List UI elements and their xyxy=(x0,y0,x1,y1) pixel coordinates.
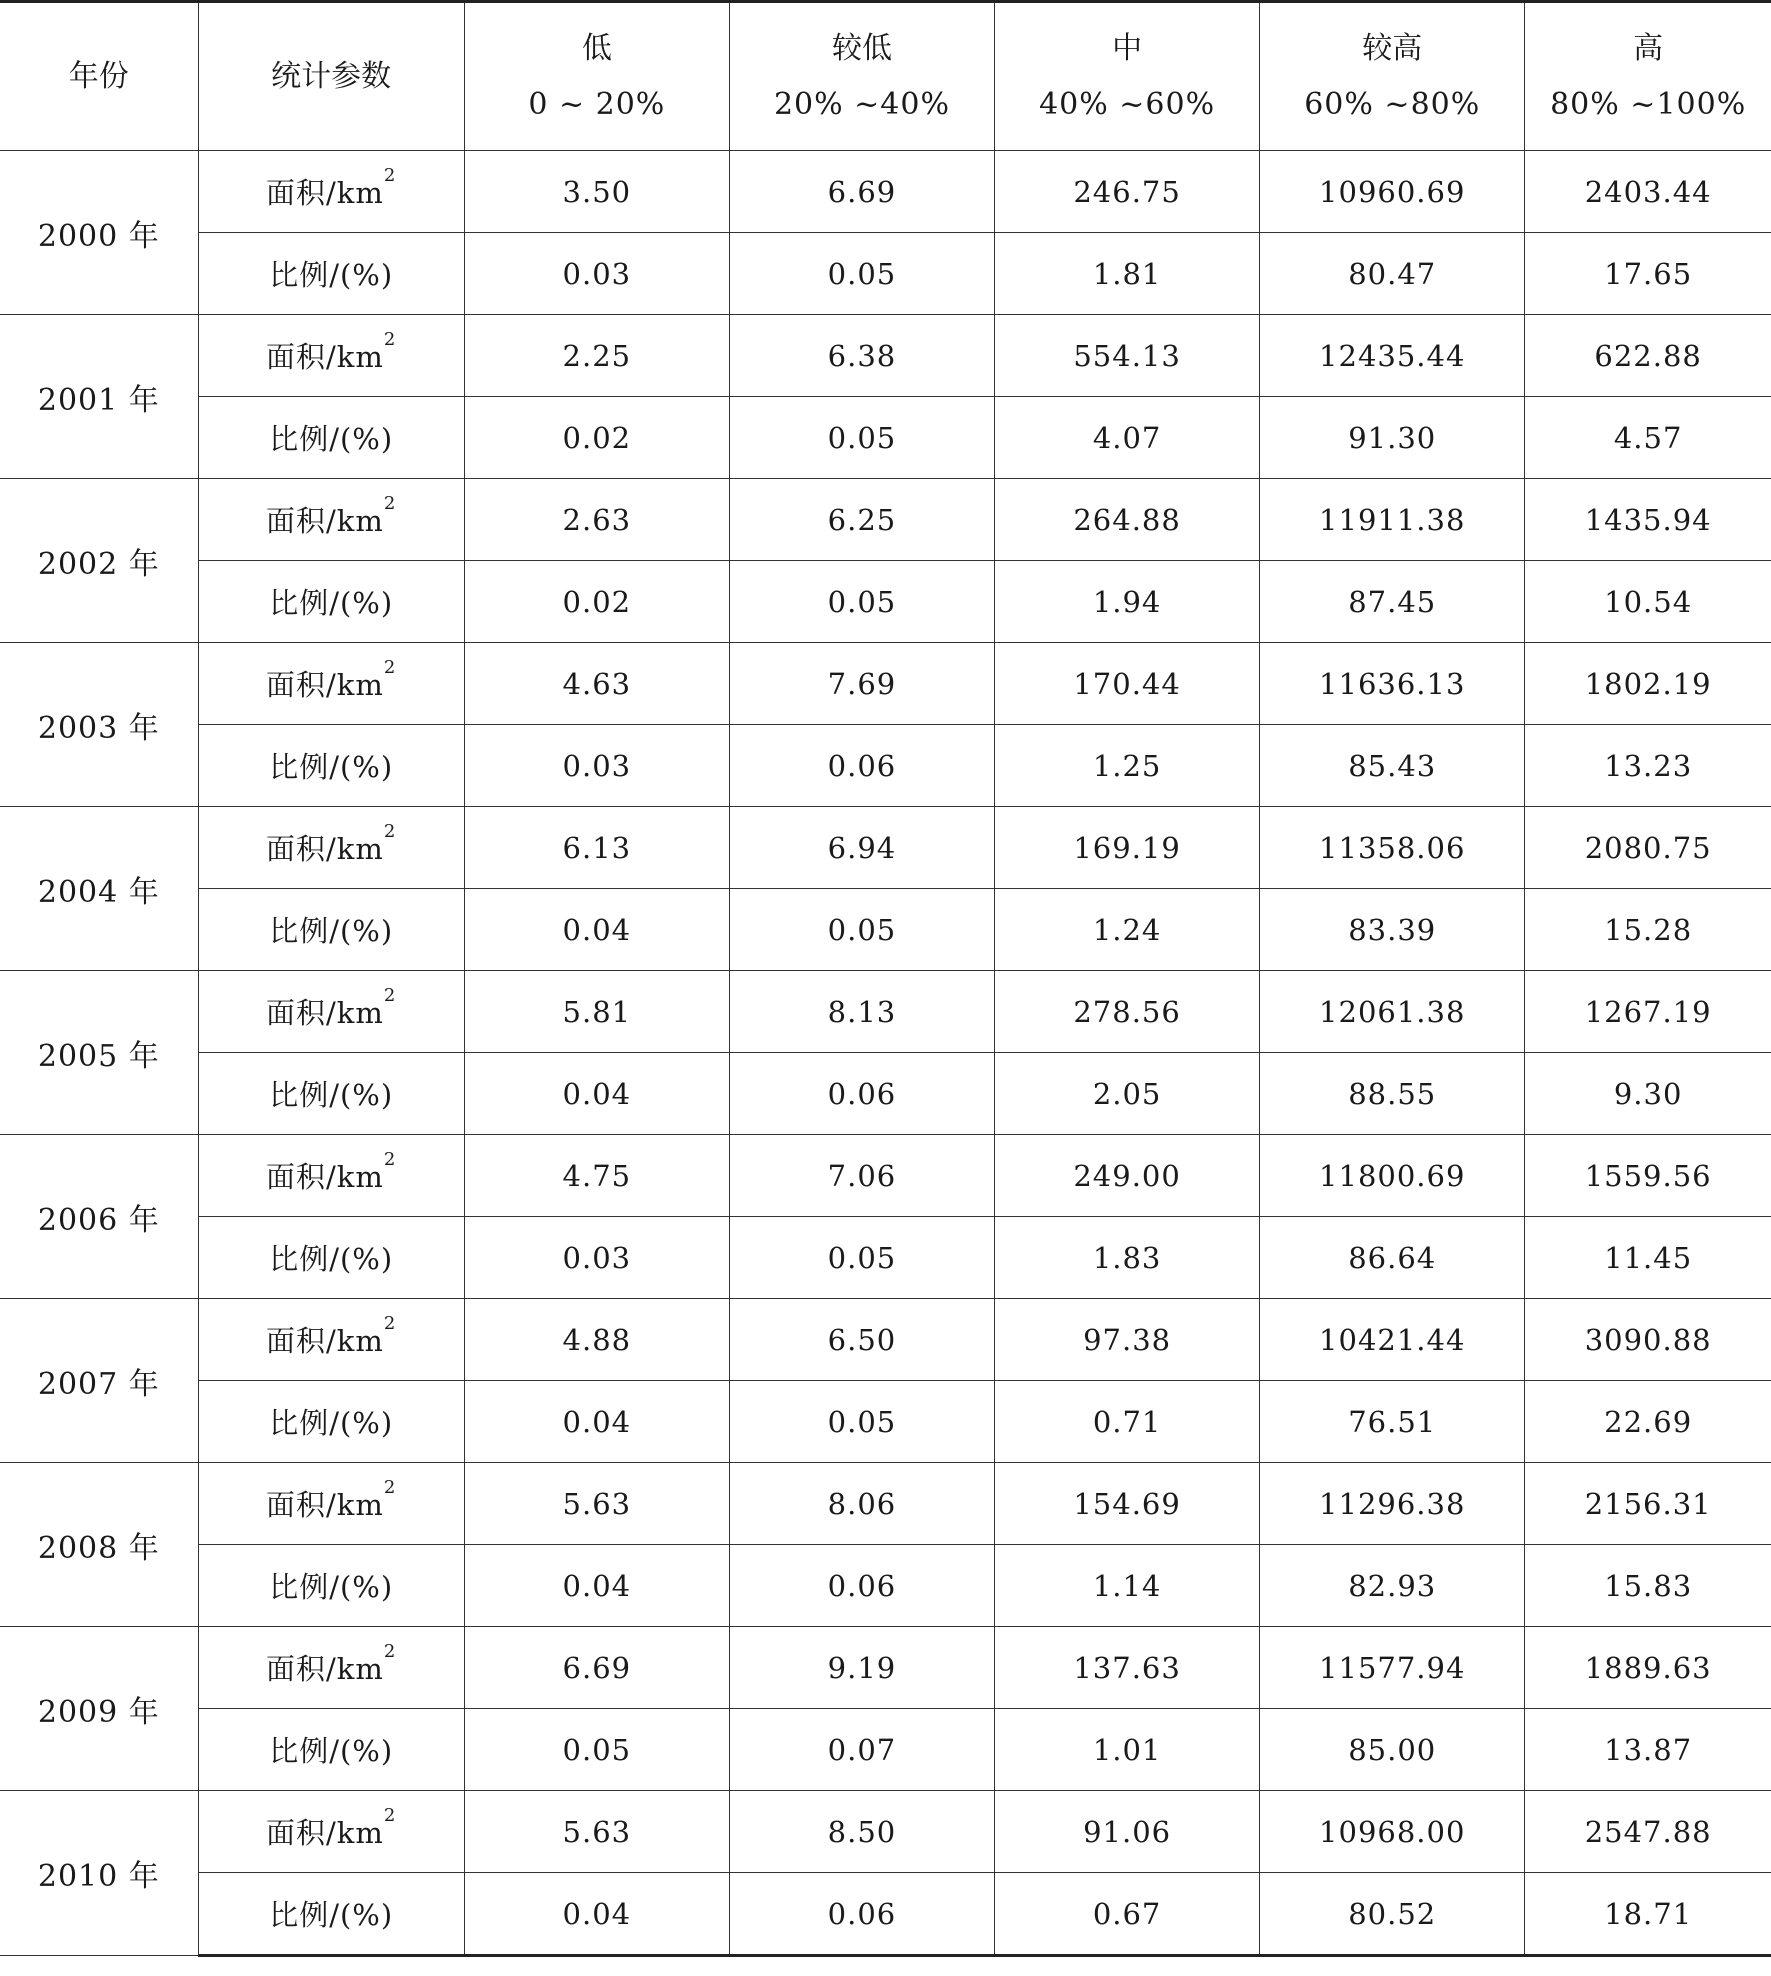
area-value-cell: 4.63 xyxy=(464,643,729,725)
area-value-cell: 1267.19 xyxy=(1525,971,1771,1053)
table-row-ratio xyxy=(0,561,1771,643)
table-row-area xyxy=(0,807,1771,889)
area-label: 面积/km xyxy=(266,504,384,538)
ratio-label: 比例/(%) xyxy=(198,1873,464,1956)
area-value-cell: 97.38 xyxy=(995,1299,1260,1381)
area-value-cell: 1802.19 xyxy=(1525,643,1771,725)
area-value-cell: 4.75 xyxy=(464,1135,729,1217)
area-value-cell: 2156.31 xyxy=(1525,1463,1771,1545)
table-body xyxy=(0,151,1771,1956)
ratio-value-cell: 22.69 xyxy=(1525,1381,1771,1463)
area-value-cell: 11577.94 xyxy=(1260,1627,1525,1709)
area-value-cell: 3.50 xyxy=(464,151,729,233)
level-name: 低 xyxy=(581,30,612,66)
year-cell: 2007 年 xyxy=(0,1299,198,1463)
area-label-cell xyxy=(198,1463,464,1545)
area-value-cell: 169.19 xyxy=(995,807,1260,889)
table-row-area xyxy=(0,1135,1771,1217)
ratio-value-cell: 0.04 xyxy=(464,1873,729,1956)
area-label: 面积/km xyxy=(266,996,384,1030)
table-row-area xyxy=(0,1463,1771,1545)
table-row-area xyxy=(0,479,1771,561)
area-value-cell: 1559.56 xyxy=(1525,1135,1771,1217)
ratio-value-cell: 15.28 xyxy=(1525,889,1771,971)
header-row xyxy=(0,2,1771,151)
ratio-value-cell: 1.81 xyxy=(995,233,1260,315)
area-value-cell: 5.63 xyxy=(464,1791,729,1873)
area-unit-exponent: 2 xyxy=(383,821,397,842)
ratio-value-cell: 1.83 xyxy=(995,1217,1260,1299)
ratio-value-cell: 4.07 xyxy=(995,397,1260,479)
ratio-value-cell: 88.55 xyxy=(1260,1053,1525,1135)
year-cell: 2004 年 xyxy=(0,807,198,971)
ratio-label: 比例/(%) xyxy=(198,1217,464,1299)
area-value-cell: 2.25 xyxy=(464,315,729,397)
ratio-value-cell: 17.65 xyxy=(1525,233,1771,315)
ratio-value-cell: 1.25 xyxy=(995,725,1260,807)
area-value-cell: 5.63 xyxy=(464,1463,729,1545)
header-param: 统计参数 xyxy=(198,2,464,151)
ratio-value-cell: 0.07 xyxy=(729,1709,994,1791)
area-value-cell: 2403.44 xyxy=(1525,151,1771,233)
area-value-cell: 249.00 xyxy=(995,1135,1260,1217)
area-unit-exponent: 2 xyxy=(383,1313,397,1334)
table-row-ratio xyxy=(0,1709,1771,1791)
area-label: 面积/km xyxy=(266,1816,384,1850)
ratio-value-cell: 2.05 xyxy=(995,1053,1260,1135)
ratio-value-cell: 1.01 xyxy=(995,1709,1260,1791)
ratio-value-cell: 13.23 xyxy=(1525,725,1771,807)
ratio-value-cell: 0.03 xyxy=(464,725,729,807)
area-value-cell: 622.88 xyxy=(1525,315,1771,397)
ratio-value-cell: 0.02 xyxy=(464,397,729,479)
table-row-area xyxy=(0,1299,1771,1381)
ratio-value-cell: 4.57 xyxy=(1525,397,1771,479)
ratio-value-cell: 0.05 xyxy=(729,561,994,643)
ratio-label: 比例/(%) xyxy=(198,1709,464,1791)
ratio-label: 比例/(%) xyxy=(198,1053,464,1135)
ratio-value-cell: 10.54 xyxy=(1525,561,1771,643)
ratio-value-cell: 0.05 xyxy=(729,889,994,971)
area-value-cell: 554.13 xyxy=(995,315,1260,397)
area-value-cell: 137.63 xyxy=(995,1627,1260,1709)
area-label-cell xyxy=(198,1791,464,1873)
header-level-high xyxy=(1525,2,1771,151)
ratio-value-cell: 0.02 xyxy=(464,561,729,643)
area-unit-exponent: 2 xyxy=(383,985,397,1006)
area-label-cell xyxy=(198,479,464,561)
ratio-value-cell: 13.87 xyxy=(1525,1709,1771,1791)
ratio-value-cell: 86.64 xyxy=(1260,1217,1525,1299)
area-value-cell: 6.13 xyxy=(464,807,729,889)
table-row-ratio xyxy=(0,1381,1771,1463)
area-value-cell: 2.63 xyxy=(464,479,729,561)
ratio-value-cell: 80.47 xyxy=(1260,233,1525,315)
area-value-cell: 91.06 xyxy=(995,1791,1260,1873)
level-name: 较低 xyxy=(831,30,892,66)
area-value-cell: 11911.38 xyxy=(1260,479,1525,561)
ratio-value-cell: 0.71 xyxy=(995,1381,1260,1463)
year-cell: 2000 年 xyxy=(0,151,198,315)
table-row-area xyxy=(0,151,1771,233)
area-value-cell: 10968.00 xyxy=(1260,1791,1525,1873)
area-value-cell: 6.50 xyxy=(729,1299,994,1381)
area-value-cell: 6.69 xyxy=(729,151,994,233)
area-value-cell: 170.44 xyxy=(995,643,1260,725)
header-level-higher xyxy=(1260,2,1525,151)
area-value-cell: 246.75 xyxy=(995,151,1260,233)
area-value-cell: 154.69 xyxy=(995,1463,1260,1545)
year-cell: 2002 年 xyxy=(0,479,198,643)
header-level-lower xyxy=(729,2,994,151)
area-value-cell: 8.13 xyxy=(729,971,994,1053)
ratio-value-cell: 0.05 xyxy=(464,1709,729,1791)
area-value-cell: 8.50 xyxy=(729,1791,994,1873)
level-range: 60% ~80% xyxy=(1304,86,1481,122)
area-label-cell xyxy=(198,643,464,725)
year-cell: 2003 年 xyxy=(0,643,198,807)
area-value-cell: 10421.44 xyxy=(1260,1299,1525,1381)
year-cell: 2009 年 xyxy=(0,1627,198,1791)
level-name: 高 xyxy=(1633,30,1664,66)
table-row-area xyxy=(0,1791,1771,1873)
table-row-ratio xyxy=(0,725,1771,807)
ratio-value-cell: 0.05 xyxy=(729,233,994,315)
table-row-ratio xyxy=(0,889,1771,971)
area-value-cell: 7.06 xyxy=(729,1135,994,1217)
area-unit-exponent: 2 xyxy=(383,329,397,350)
table-row-ratio xyxy=(0,1053,1771,1135)
table-row-ratio xyxy=(0,233,1771,315)
area-value-cell: 12435.44 xyxy=(1260,315,1525,397)
area-unit-exponent: 2 xyxy=(383,1805,397,1826)
area-label-cell xyxy=(198,1135,464,1217)
ratio-label: 比例/(%) xyxy=(198,397,464,479)
area-value-cell: 264.88 xyxy=(995,479,1260,561)
year-cell: 2008 年 xyxy=(0,1463,198,1627)
ratio-value-cell: 0.06 xyxy=(729,1545,994,1627)
ratio-value-cell: 80.52 xyxy=(1260,1873,1525,1956)
ratio-value-cell: 0.03 xyxy=(464,1217,729,1299)
ratio-value-cell: 87.45 xyxy=(1260,561,1525,643)
area-value-cell: 7.69 xyxy=(729,643,994,725)
ratio-label: 比例/(%) xyxy=(198,889,464,971)
area-value-cell: 11358.06 xyxy=(1260,807,1525,889)
area-value-cell: 5.81 xyxy=(464,971,729,1053)
level-range: 40% ~60% xyxy=(1039,86,1216,122)
area-unit-exponent: 2 xyxy=(383,165,397,186)
year-cell: 2001 年 xyxy=(0,315,198,479)
year-cell: 2006 年 xyxy=(0,1135,198,1299)
area-label-cell xyxy=(198,971,464,1053)
table-row-ratio xyxy=(0,1873,1771,1956)
area-value-cell: 3090.88 xyxy=(1525,1299,1771,1381)
ratio-value-cell: 18.71 xyxy=(1525,1873,1771,1956)
ratio-value-cell: 9.30 xyxy=(1525,1053,1771,1135)
table-row-area xyxy=(0,643,1771,725)
area-label-cell xyxy=(198,1627,464,1709)
table-row-ratio xyxy=(0,397,1771,479)
area-value-cell: 1889.63 xyxy=(1525,1627,1771,1709)
ratio-value-cell: 85.43 xyxy=(1260,725,1525,807)
level-range: 20% ~40% xyxy=(773,86,950,122)
area-label: 面积/km xyxy=(266,832,384,866)
ratio-value-cell: 15.83 xyxy=(1525,1545,1771,1627)
ratio-value-cell: 0.67 xyxy=(995,1873,1260,1956)
area-value-cell: 9.19 xyxy=(729,1627,994,1709)
header-level-low xyxy=(464,2,729,151)
ratio-value-cell: 91.30 xyxy=(1260,397,1525,479)
area-value-cell: 6.38 xyxy=(729,315,994,397)
ratio-value-cell: 0.04 xyxy=(464,1053,729,1135)
area-label: 面积/km xyxy=(266,340,384,374)
ratio-value-cell: 11.45 xyxy=(1525,1217,1771,1299)
area-value-cell: 4.88 xyxy=(464,1299,729,1381)
area-label: 面积/km xyxy=(266,1652,384,1686)
table-row-area xyxy=(0,315,1771,397)
level-name: 中 xyxy=(1112,30,1143,66)
ratio-label: 比例/(%) xyxy=(198,1381,464,1463)
area-value-cell: 278.56 xyxy=(995,971,1260,1053)
area-value-cell: 12061.38 xyxy=(1260,971,1525,1053)
area-label: 面积/km xyxy=(266,1160,384,1194)
ratio-value-cell: 85.00 xyxy=(1260,1709,1525,1791)
header-year: 年份 xyxy=(0,2,198,151)
area-label-cell xyxy=(198,807,464,889)
area-unit-exponent: 2 xyxy=(383,1477,397,1498)
area-unit-exponent: 2 xyxy=(383,493,397,514)
area-value-cell: 2080.75 xyxy=(1525,807,1771,889)
area-value-cell: 1435.94 xyxy=(1525,479,1771,561)
table-row-ratio xyxy=(0,1545,1771,1627)
area-label-cell xyxy=(198,1299,464,1381)
area-value-cell: 6.25 xyxy=(729,479,994,561)
level-range: 80% ~100% xyxy=(1550,86,1747,122)
area-value-cell: 11296.38 xyxy=(1260,1463,1525,1545)
year-cell: 2005 年 xyxy=(0,971,198,1135)
area-value-cell: 6.94 xyxy=(729,807,994,889)
area-value-cell: 11636.13 xyxy=(1260,643,1525,725)
level-name: 较高 xyxy=(1362,30,1423,66)
table-row-ratio xyxy=(0,1217,1771,1299)
ratio-label: 比例/(%) xyxy=(198,561,464,643)
area-label: 面积/km xyxy=(266,1488,384,1522)
ratio-value-cell: 0.04 xyxy=(464,1545,729,1627)
area-value-cell: 10960.69 xyxy=(1260,151,1525,233)
area-label: 面积/km xyxy=(266,176,384,210)
ratio-value-cell: 0.06 xyxy=(729,725,994,807)
ratio-value-cell: 0.05 xyxy=(729,1217,994,1299)
ratio-value-cell: 0.03 xyxy=(464,233,729,315)
ratio-value-cell: 0.06 xyxy=(729,1873,994,1956)
area-label-cell xyxy=(198,151,464,233)
area-label: 面积/km xyxy=(266,1324,384,1358)
header-level-medium xyxy=(995,2,1260,151)
ratio-label: 比例/(%) xyxy=(198,1545,464,1627)
area-unit-exponent: 2 xyxy=(383,1149,397,1170)
ratio-value-cell: 1.14 xyxy=(995,1545,1260,1627)
ratio-value-cell: 0.04 xyxy=(464,1381,729,1463)
area-value-cell: 11800.69 xyxy=(1260,1135,1525,1217)
ratio-label: 比例/(%) xyxy=(198,233,464,315)
ratio-value-cell: 76.51 xyxy=(1260,1381,1525,1463)
area-unit-exponent: 2 xyxy=(383,1641,397,1662)
ratio-value-cell: 82.93 xyxy=(1260,1545,1525,1627)
area-label: 面积/km xyxy=(266,668,384,702)
area-label-cell xyxy=(198,315,464,397)
ratio-value-cell: 0.05 xyxy=(729,397,994,479)
table-row-area xyxy=(0,971,1771,1053)
ratio-value-cell: 1.24 xyxy=(995,889,1260,971)
area-value-cell: 2547.88 xyxy=(1525,1791,1771,1873)
ratio-value-cell: 0.05 xyxy=(729,1381,994,1463)
level-range: 0 ~ 20% xyxy=(528,86,666,122)
year-cell: 2010 年 xyxy=(0,1791,198,1956)
ratio-value-cell: 0.04 xyxy=(464,889,729,971)
table-row-area xyxy=(0,1627,1771,1709)
area-value-cell: 6.69 xyxy=(464,1627,729,1709)
ratio-value-cell: 83.39 xyxy=(1260,889,1525,971)
ratio-label: 比例/(%) xyxy=(198,725,464,807)
ratio-value-cell: 0.06 xyxy=(729,1053,994,1135)
area-unit-exponent: 2 xyxy=(383,657,397,678)
ratio-value-cell: 1.94 xyxy=(995,561,1260,643)
area-value-cell: 8.06 xyxy=(729,1463,994,1545)
table-header xyxy=(0,2,1771,151)
